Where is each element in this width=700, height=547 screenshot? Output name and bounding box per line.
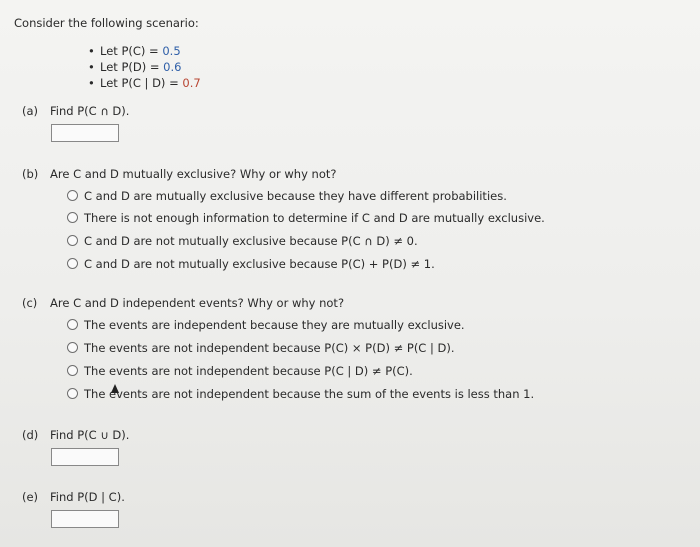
part-b-option-4-radio[interactable] (67, 258, 78, 269)
part-c-option-3-radio[interactable] (67, 365, 78, 376)
part-c-option-4-label[interactable]: The events are not independent because the sum of the events is less than 1. (84, 387, 535, 401)
part-d-label: (d) (22, 428, 39, 442)
part-b-option-1-radio[interactable] (67, 190, 78, 201)
bullet-dot-icon: • (88, 76, 95, 90)
part-e-label: (e) (22, 490, 39, 504)
part-a-answer-input[interactable] (51, 124, 119, 142)
part-c-option-4-radio[interactable] (67, 388, 78, 399)
bullet-p-c: Let P(C) = 0.5 (100, 44, 181, 58)
part-c-question: Are C and D independent events? Why or why not? (50, 296, 345, 310)
part-d-question: Find P(C ∪ D). (50, 428, 130, 442)
mouse-cursor-icon (111, 384, 119, 393)
part-c-option-3-label[interactable]: The events are not independent because P(C | D) ≠ P(C). (84, 364, 413, 378)
part-c-option-1-label[interactable]: The events are independent because they are mutually exclusive. (84, 318, 465, 332)
part-d-answer-input[interactable] (51, 448, 119, 466)
part-a-question: Find P(C ∩ D). (50, 104, 130, 118)
part-b-question: Are C and D mutually exclusive? Why or why not? (50, 167, 337, 181)
part-c-option-2-label[interactable]: The events are not independent because P(C) × P(D) ≠ P(C | D). (84, 341, 455, 355)
bullet-dot-icon: • (88, 60, 95, 74)
part-b-option-1-label[interactable]: C and D are mutually exclusive because they have different probabilities. (84, 189, 507, 203)
part-b-option-2-radio[interactable] (67, 212, 78, 223)
part-b-label: (b) (22, 167, 39, 181)
part-c-label: (c) (22, 296, 38, 310)
part-b-option-4-label[interactable]: C and D are not mutually exclusive because P(C) + P(D) ≠ 1. (84, 257, 435, 271)
bullet-dot-icon: • (88, 44, 95, 58)
part-b-option-3-label[interactable]: C and D are not mutually exclusive because P(C ∩ D) ≠ 0. (84, 234, 418, 248)
part-e-answer-input[interactable] (51, 510, 119, 528)
part-c-option-2-radio[interactable] (67, 342, 78, 353)
part-e-question: Find P(D | C). (50, 490, 125, 504)
bullet-p-d: Let P(D) = 0.6 (100, 60, 182, 74)
part-a-label: (a) (22, 104, 39, 118)
part-c-option-1-radio[interactable] (67, 319, 78, 330)
scenario-intro: Consider the following scenario: (14, 16, 199, 30)
part-b-option-2-label[interactable]: There is not enough information to determine if C and D are mutually exclusive. (84, 211, 545, 225)
bullet-p-c-given-d: Let P(C | D) = 0.7 (100, 76, 201, 90)
part-b-option-3-radio[interactable] (67, 235, 78, 246)
